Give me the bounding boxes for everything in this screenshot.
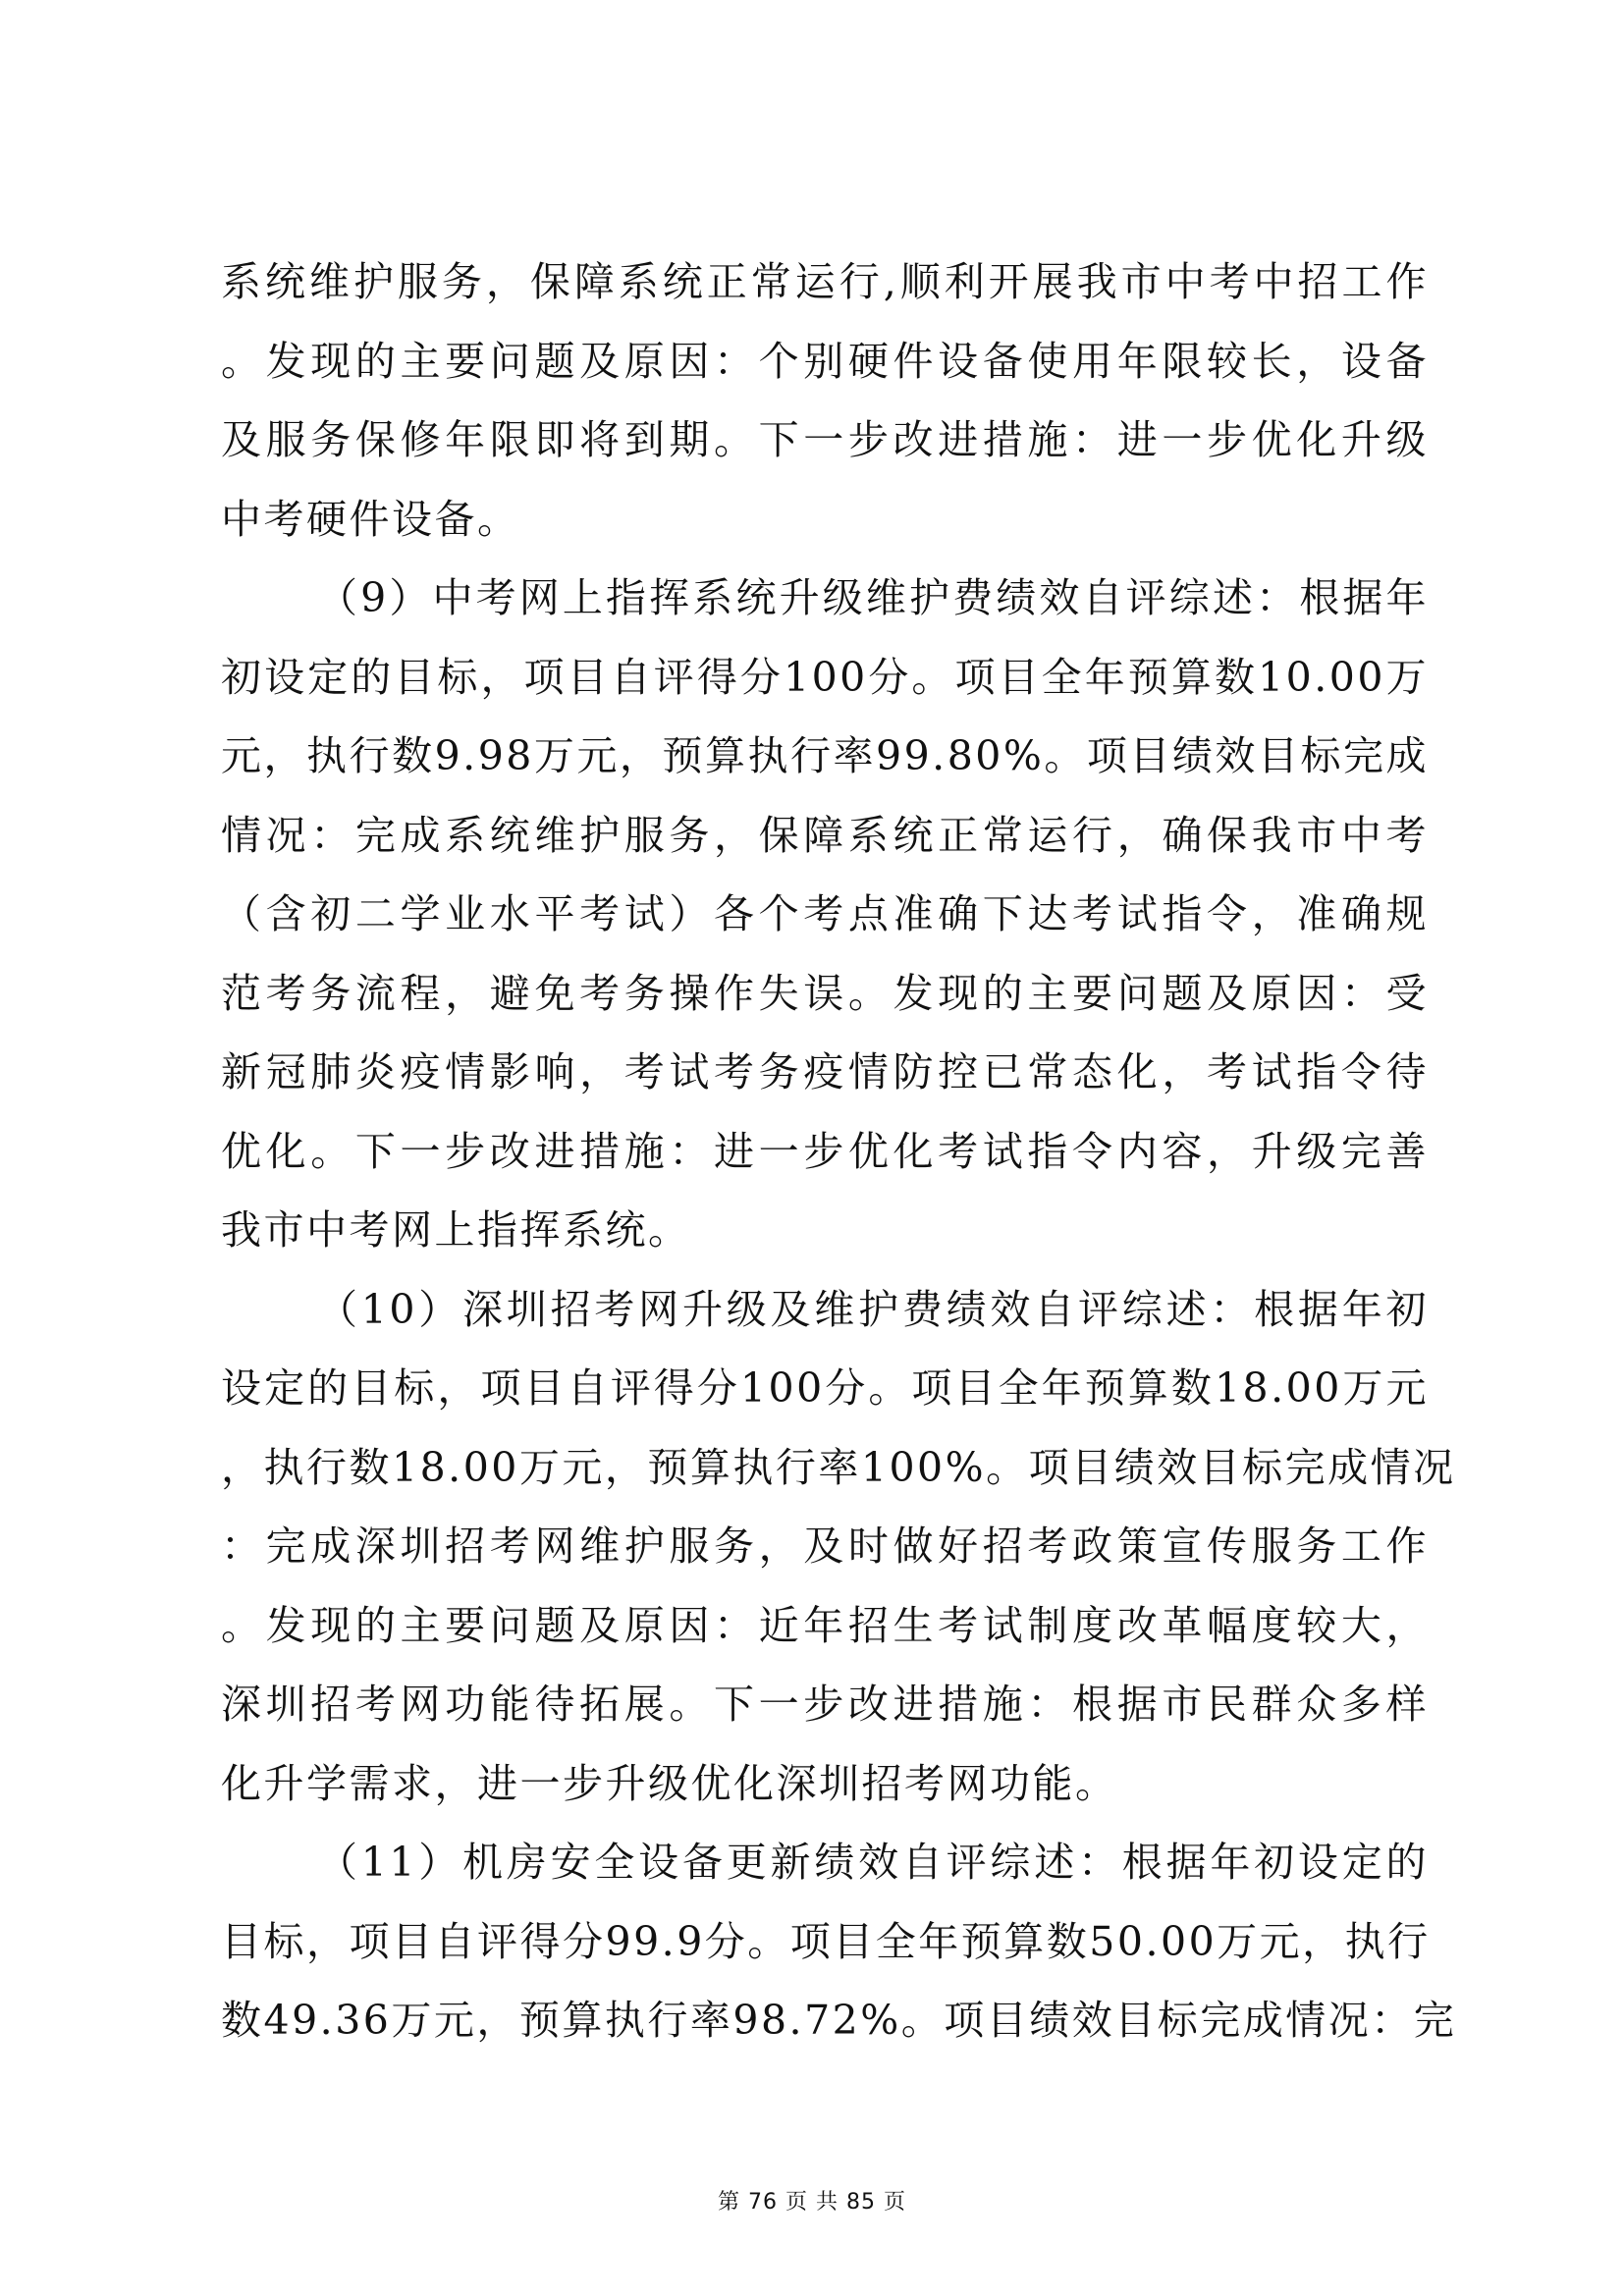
page-footer <box>0 2185 1624 2216</box>
text-line: 数49.36万元，预算执行率98.72%。项目绩效目标完成情况：完 <box>221 1997 1457 2044</box>
text-line: 系统维护服务，保障系统正常运行,顺利开展我市中考中招工作 <box>221 258 1429 305</box>
text-line: 。发现的主要问题及原因：个别硬件设备使用年限较长，设备 <box>221 337 1429 385</box>
paragraph-11 <box>221 1828 1457 2065</box>
text-line: 化升学需求，进一步升级优化深圳招考网功能。 <box>221 1759 1118 1807</box>
page-number-label: 第 76 页 共 85 页 <box>718 2190 906 2215</box>
paragraph-heading-line: （11）机房安全设备更新绩效自评综述：根据年初设定的 <box>317 1839 1429 1886</box>
text-line: ：完成深圳招考网维护服务，及时做好招考政策宣传服务工作 <box>221 1522 1429 1570</box>
text-line: 我市中考网上指挥系统。 <box>221 1206 691 1254</box>
text-line: 范考务流程，避免考务操作失误。发现的主要问题及原因：受 <box>221 969 1429 1017</box>
text-line: 设定的目标，项目自评得分100分。项目全年预算数18.00万元 <box>221 1364 1429 1412</box>
text-line: ，执行数18.00万元，预算执行率100%。项目绩效目标完成情况 <box>221 1443 1456 1491</box>
body-text <box>221 247 1457 2065</box>
text-line: 及服务保修年限即将到期。下一步改进措施：进一步优化升级 <box>221 416 1429 463</box>
text-line: 初设定的目标，项目自评得分100分。项目全年预算数10.00万 <box>221 653 1429 701</box>
paragraph-heading-line: （10）深圳招考网升级及维护费绩效自评综述：根据年初 <box>317 1285 1429 1333</box>
text-line: 深圳招考网功能待拓展。下一步改进措施：根据市民群众多样 <box>221 1681 1429 1728</box>
paragraph-9 <box>221 563 1429 1275</box>
text-line: 。发现的主要问题及原因：近年招生考试制度改革幅度较大， <box>221 1601 1429 1649</box>
paragraph-heading-line: （9）中考网上指挥系统升级维护费绩效自评综述：根据年 <box>317 574 1429 621</box>
text-line: 新冠肺炎疫情影响，考试考务疫情防控已常态化，考试指令待 <box>221 1048 1429 1095</box>
text-line: 目标，项目自评得分99.9分。项目全年预算数50.00万元，执行 <box>221 1917 1431 1965</box>
text-line: （含初二学业水平考试）各个考点准确下达考试指令，准确规 <box>221 890 1429 937</box>
paragraph-10 <box>221 1275 1456 1829</box>
text-line: 优化。下一步改进措施：进一步优化考试指令内容，升级完善 <box>221 1127 1429 1175</box>
text-line: 情况：完成系统维护服务，保障系统正常运行，确保我市中考 <box>221 811 1429 859</box>
text-line: 元，执行数9.98万元，预算执行率99.80%。项目绩效目标完成 <box>221 732 1429 779</box>
paragraph-8-continued <box>221 247 1429 563</box>
text-line: 中考硬件设备。 <box>221 495 520 543</box>
